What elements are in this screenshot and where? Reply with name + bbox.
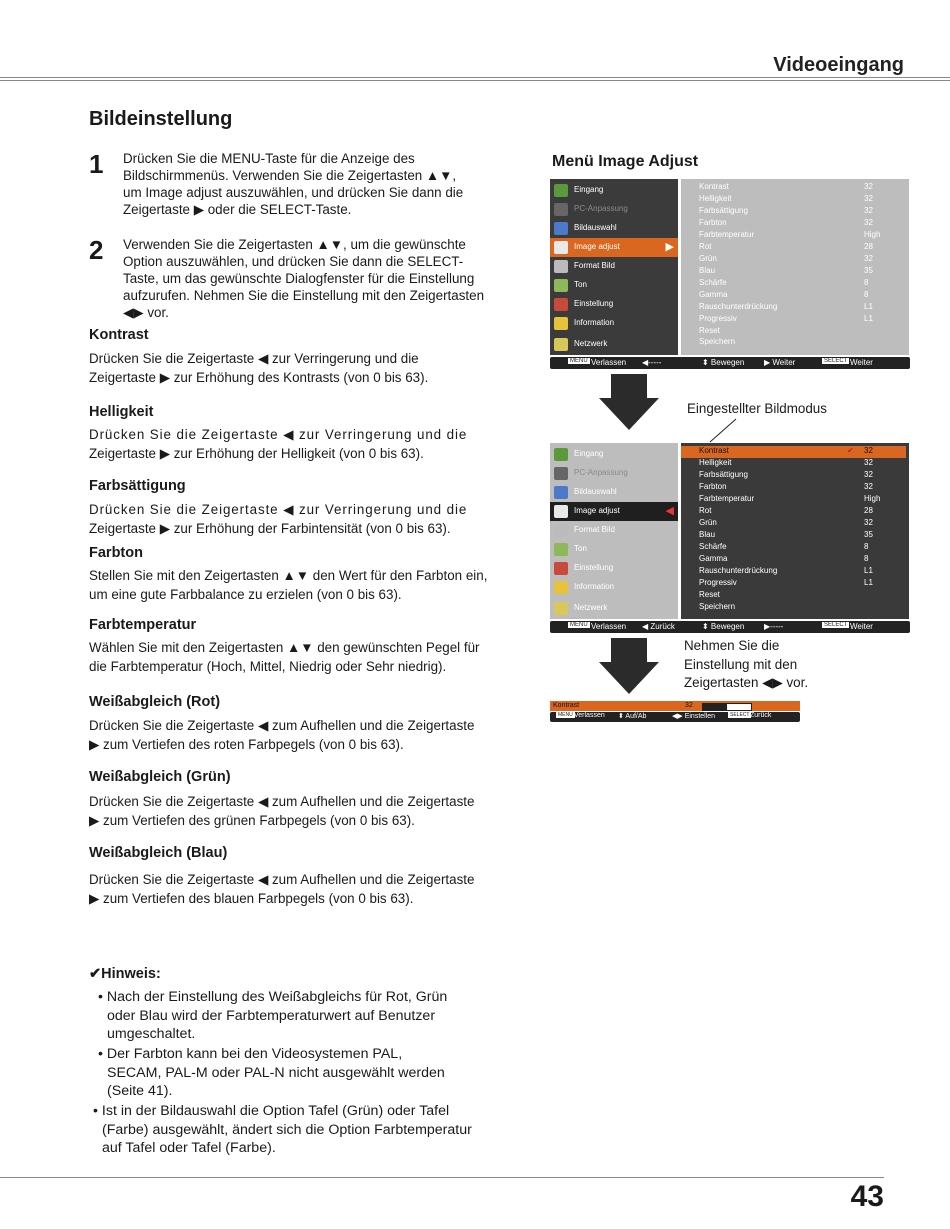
slider-label: Kontrast	[553, 702, 580, 709]
submenu-item[interactable]	[681, 194, 906, 206]
caption-pointer-line	[708, 418, 738, 444]
item-label: Blau	[699, 266, 716, 275]
item-value: 32	[864, 194, 873, 203]
item-label: Farbsättigung	[699, 470, 748, 479]
section-text	[89, 793, 507, 830]
item-label: Helligkeit	[699, 194, 732, 203]
slider-fill	[703, 704, 727, 710]
footer-rule	[0, 1177, 884, 1178]
text-line: ▶ zum Vertiefen des blauen Farbpegels (von 0 bis 63).	[89, 890, 414, 906]
item-label: Rot	[699, 506, 712, 515]
text-line: Drücken Sie die Zeigertaste ◀ zum Aufhellen und die Zeigertaste	[89, 872, 475, 887]
section-heading: Farbtemperatur	[89, 617, 197, 633]
item-value: 32	[864, 218, 873, 227]
text-line: Zeigertaste ▶ zur Erhöhung der Farbintensität (von 0 bis 63).	[89, 520, 451, 536]
menu-item-label: Information	[574, 318, 615, 327]
note-bullet	[98, 988, 518, 1044]
bar-text: ◀▶ Einstellen	[672, 713, 716, 720]
menu-item-label: PC-Anpassung	[574, 204, 628, 213]
item-value: 32	[864, 446, 873, 455]
bar-text: Verlassen	[591, 622, 627, 631]
menu-status-bar	[550, 621, 910, 633]
main-menu-panel	[550, 179, 678, 355]
submenu-item[interactable]	[681, 458, 906, 470]
item-label: Gamma	[699, 290, 728, 299]
menu-item-label: Image adjust	[574, 242, 620, 251]
menu-key-tag: MENU	[558, 712, 573, 718]
input-icon	[554, 448, 568, 461]
monitor-icon	[554, 203, 568, 216]
bar-text: ◀ Zurück	[642, 622, 675, 631]
submenu-item[interactable]	[681, 590, 906, 602]
submenu-panel	[681, 443, 909, 619]
text-line: um eine gute Farbbalance zu erzielen (von 0 bis 63).	[89, 586, 402, 602]
menu-item[interactable]	[550, 502, 678, 521]
text-line: Zeigertaste ▶ zur Erhöhung des Kontrasts (von 0 bis 63).	[89, 369, 429, 385]
menu-item-label: Format Bild	[574, 261, 615, 270]
menu-item[interactable]	[550, 200, 678, 219]
image-adjust-icon	[554, 505, 568, 518]
item-value: L1	[864, 302, 873, 311]
bar-text: ⬍ Bewegen	[702, 622, 745, 631]
text-line: umgeschaltet.	[107, 1026, 196, 1042]
menu-item[interactable]	[550, 483, 678, 502]
submenu-item[interactable]	[681, 578, 906, 590]
menu-key-tag: MENU	[570, 358, 588, 364]
submenu-item[interactable]	[681, 266, 906, 278]
section-heading: Kontrast	[89, 327, 149, 343]
menu-item[interactable]	[550, 578, 678, 597]
menu-item-label: Einstellung	[574, 299, 614, 308]
item-value: 32	[864, 182, 873, 191]
select-key-tag: SELECT	[824, 358, 848, 364]
section-text	[89, 871, 507, 908]
item-value: 8	[864, 542, 869, 551]
section-heading: Weißabgleich (Rot)	[89, 694, 221, 710]
text-line: Wählen Sie mit den Zeigertasten ▲▼ den gewünschten Pegel für	[89, 640, 480, 655]
item-label: Schärfe	[699, 278, 727, 287]
item-label: Schärfe	[699, 542, 727, 551]
text-line: • Nach der Einstellung des Weißabgleichs für Rot, Grün	[98, 989, 448, 1005]
item-label: Rot	[699, 242, 712, 251]
item-value: 32	[864, 518, 873, 527]
item-label: Reset	[699, 590, 720, 599]
bar-text: Weiter	[850, 358, 873, 367]
item-value: 32	[864, 470, 873, 479]
text-line: Drücken Sie die Zeigertaste ◀ zur Verringerung und die	[89, 351, 419, 366]
caption-mode: Eingestellter Bildmodus	[687, 401, 827, 416]
slider-dialog	[550, 701, 800, 711]
item-label: Kontrast	[699, 446, 729, 455]
section-text	[89, 717, 507, 754]
menu-item-label: Bildauswahl	[574, 223, 617, 232]
item-value: 35	[864, 530, 873, 539]
bar-text: ▶-----	[764, 622, 784, 631]
note-title: ✔Hinweis:	[89, 966, 161, 982]
item-value: 28	[864, 242, 873, 251]
header-rule-2	[0, 80, 950, 81]
item-label: Gamma	[699, 554, 728, 563]
text-line: Drücken Sie die MENU-Taste für die Anzeige des	[123, 151, 415, 166]
menu-item-label: Bildauswahl	[574, 487, 617, 496]
caption-adjust	[684, 637, 808, 693]
item-value: L1	[864, 566, 873, 575]
sound-icon	[554, 279, 568, 292]
network-icon	[554, 338, 568, 351]
arrow-right-icon: ▶	[665, 241, 674, 253]
item-value: High	[864, 494, 881, 503]
settings-icon	[554, 298, 568, 311]
network-icon	[554, 602, 568, 615]
submenu-item[interactable]	[681, 218, 906, 230]
section-heading: Farbsättigung	[89, 478, 186, 494]
menu-item[interactable]	[550, 219, 678, 238]
text-line: ▶ zum Vertiefen des grünen Farbpegels (von 0 bis 63).	[89, 812, 415, 828]
submenu-item[interactable]	[681, 182, 906, 194]
menu-item[interactable]	[550, 295, 678, 314]
item-label: Farbton	[699, 482, 727, 491]
picture-icon	[554, 222, 568, 235]
text-line: Nehmen Sie die	[684, 638, 780, 653]
item-value: 32	[864, 458, 873, 467]
text-line: SECAM, PAL-M oder PAL-N nicht ausgewählt werden	[107, 1064, 445, 1081]
menu-item-label: Ton	[574, 544, 587, 553]
settings-icon	[554, 562, 568, 575]
item-value: 28	[864, 506, 873, 515]
text-line: Zeigertaste ▶ oder die SELECT-Taste.	[123, 202, 352, 217]
section-text	[89, 639, 507, 676]
item-label: Rauschunterdrückung	[699, 566, 778, 575]
submenu-item[interactable]	[681, 494, 906, 506]
submenu-item[interactable]	[681, 230, 906, 242]
submenu-item[interactable]	[681, 302, 906, 314]
down-arrow-icon	[597, 638, 661, 696]
submenu-item[interactable]	[681, 554, 906, 566]
down-arrow-icon	[597, 374, 661, 432]
item-value: 32	[864, 206, 873, 215]
section-text	[89, 350, 507, 387]
item-label: Helligkeit	[699, 458, 732, 467]
menu-item-label: Information	[574, 582, 615, 591]
step-number: 2	[89, 235, 104, 265]
item-label: Farbsättigung	[699, 206, 748, 215]
text-line: • Der Farbton kann bei den Videosystemen PAL,	[98, 1046, 403, 1062]
menu-item-label: PC-Anpassung	[574, 468, 628, 477]
slider-track[interactable]	[702, 703, 752, 711]
screen-icon	[554, 524, 568, 537]
submenu-item[interactable]	[681, 506, 906, 518]
menu-item[interactable]	[550, 559, 678, 578]
text-line: Einstellung mit den	[684, 656, 798, 672]
item-value: 32	[864, 482, 873, 491]
note-bullet	[93, 1102, 523, 1158]
item-label: Speichern	[699, 602, 736, 611]
text-line: Zeigertaste ▶ zur Erhöhung der Helligkeit (von 0 bis 63).	[89, 445, 424, 461]
item-value: 8	[864, 278, 869, 287]
submenu-item[interactable]	[681, 602, 906, 614]
menu-key-tag: MENU	[570, 622, 588, 628]
section-heading: Weißabgleich (Blau)	[89, 845, 228, 861]
section-heading: Weißabgleich (Grün)	[89, 769, 231, 785]
submenu-panel	[681, 179, 909, 355]
submenu-item[interactable]	[681, 542, 906, 554]
sound-icon	[554, 543, 568, 556]
item-label: Grün	[699, 254, 717, 263]
menu-item[interactable]	[550, 181, 678, 200]
submenu-item[interactable]	[681, 278, 906, 290]
bar-text: ⬍ Bewegen	[702, 358, 745, 367]
section-text	[89, 501, 507, 538]
submenu-item[interactable]	[681, 290, 906, 302]
slider-status-bar	[550, 712, 800, 722]
menu-item[interactable]	[550, 445, 678, 464]
item-value: 8	[864, 554, 869, 563]
slider-value: 32	[685, 702, 693, 709]
item-label: Farbtemperatur	[699, 494, 755, 503]
text-line: um Image adjust auszuwählen, und drücken Sie dann die	[123, 185, 464, 200]
submenu-item[interactable]	[681, 206, 906, 218]
info-icon	[554, 317, 568, 330]
text-line: Bildschirmmenüs. Verwenden Sie die Zeigertasten ▲▼,	[123, 168, 457, 183]
step-number: 1	[89, 149, 104, 179]
text-line: Drücken Sie die Zeigertaste ◀ zum Aufhellen und die Zeigertaste	[89, 794, 475, 809]
info-icon	[554, 581, 568, 594]
text-line: • Ist in der Bildauswahl die Option Tafel (Grün) oder Tafel	[93, 1103, 450, 1119]
menu-item[interactable]	[550, 257, 678, 276]
select-key-tag: SELECT	[730, 712, 750, 718]
image-adjust-icon	[554, 241, 568, 254]
submenu-item[interactable]	[681, 470, 906, 482]
text-line: Drücken Sie die Zeigertaste ◀ zum Aufhellen und die Zeigertaste	[89, 718, 475, 733]
header-rule	[0, 77, 950, 78]
item-value: 32	[864, 254, 873, 263]
item-label: Grün	[699, 518, 717, 527]
menu-item-label: Eingang	[574, 185, 604, 194]
submenu-item[interactable]	[681, 518, 906, 530]
section-title: Videoeingang	[773, 54, 904, 76]
submenu-item[interactable]	[681, 314, 906, 326]
bar-text: ◀-----	[642, 358, 662, 367]
note-bullet	[98, 1045, 518, 1101]
main-menu-panel	[550, 443, 678, 619]
text-line: Drücken Sie die Zeigertaste ◀ zur Verringerung und die	[89, 502, 468, 517]
screen-icon	[554, 260, 568, 273]
section-text	[89, 567, 507, 604]
submenu-item[interactable]	[681, 337, 906, 349]
text-line: Option auszuwählen, und drücken Sie dann die SELECT-	[123, 254, 464, 269]
checkmark-icon: ✔	[847, 446, 854, 455]
section-heading: Helligkeit	[89, 404, 154, 420]
menu-item[interactable]	[550, 276, 678, 295]
bar-text: Verlassen	[591, 358, 627, 367]
item-value: 8	[864, 290, 869, 299]
text-line: Stellen Sie mit den Zeigertasten ▲▼ den Wert für den Farbton ein,	[89, 568, 488, 583]
menu-item-label: Netzwerk	[574, 339, 608, 348]
text-line: oder Blau wird der Farbtemperaturwert auf Benutzer	[107, 1007, 436, 1024]
item-label: Progressiv	[699, 314, 737, 323]
bar-text: Zurück	[750, 712, 772, 719]
submenu-item[interactable]	[681, 242, 906, 254]
menu-item[interactable]	[550, 540, 678, 559]
menu-item[interactable]	[550, 599, 678, 618]
text-line: ◀▶ vor.	[123, 305, 169, 320]
page-title: Bildeinstellung	[89, 108, 233, 130]
submenu-item[interactable]	[681, 530, 906, 542]
item-label: Progressiv	[699, 578, 737, 587]
submenu-item[interactable]	[681, 566, 906, 578]
menu-item-label: Eingang	[574, 449, 604, 458]
input-icon	[554, 184, 568, 197]
monitor-icon	[554, 467, 568, 480]
text-line: Drücken Sie die Zeigertaste ◀ zur Verringerung und die	[89, 427, 468, 442]
menu-item[interactable]	[550, 314, 678, 333]
item-label: Blau	[699, 530, 716, 539]
menu-item-label: Format Bild	[574, 525, 615, 534]
submenu-item[interactable]	[681, 254, 906, 266]
menu-item-label: Image adjust	[574, 506, 620, 515]
text-line: Zeigertasten ◀▶ vor.	[684, 675, 809, 690]
menu-item[interactable]	[550, 464, 678, 483]
text-line: (Farbe) ausgewählt, ändert sich die Option Farbtemperatur	[102, 1121, 472, 1138]
text-line: aufzurufen. Nehmen Sie die Einstellung mit den Zeigertasten	[123, 288, 485, 303]
text-line: die Farbtemperatur (Hoch, Mittel, Niedrig oder Sehr niedrig).	[89, 658, 447, 674]
text-line: Taste, um das gewünschte Dialogfenster für die Einstellung	[123, 271, 475, 286]
bar-text: ▶ Weiter	[764, 358, 796, 367]
page-number: 43	[850, 1180, 884, 1213]
text-line: ▶ zum Vertiefen des roten Farbpegels (von 0 bis 63).	[89, 736, 404, 752]
picture-icon	[554, 486, 568, 499]
step-text	[123, 150, 508, 218]
menu-heading: Menü Image Adjust	[552, 153, 699, 170]
menu-item[interactable]	[550, 238, 678, 257]
section-heading: Farbton	[89, 545, 143, 561]
select-key-tag: SELECT	[824, 622, 848, 628]
section-text	[89, 426, 507, 463]
item-label: Rauschunterdrückung	[699, 302, 778, 311]
item-value: L1	[864, 578, 873, 587]
bar-text: ⬍ Auf/Ab	[618, 713, 647, 720]
menu-item-label: Einstellung	[574, 563, 614, 572]
bar-text: Verlassen	[574, 712, 605, 719]
item-value: 35	[864, 266, 873, 275]
menu-item-label: Ton	[574, 280, 587, 289]
item-label: Farbton	[699, 218, 727, 227]
menu-item[interactable]	[550, 335, 678, 354]
item-value: L1	[864, 314, 873, 323]
text-line: auf Tafel oder Tafel (Farbe).	[102, 1140, 276, 1156]
step-text	[123, 236, 508, 321]
item-label: Speichern	[699, 337, 736, 346]
submenu-item[interactable]	[681, 482, 906, 494]
text-line: (Seite 41).	[107, 1083, 173, 1099]
submenu-item-selected[interactable]	[681, 446, 906, 458]
menu-status-bar	[550, 357, 910, 369]
item-value: High	[864, 230, 881, 239]
menu-item-label: Netzwerk	[574, 603, 608, 612]
item-label: Reset	[699, 326, 720, 335]
item-label: Kontrast	[699, 182, 729, 191]
menu-item[interactable]	[550, 521, 678, 540]
arrow-left-icon: ◀	[665, 505, 674, 517]
item-label: Farbtemperatur	[699, 230, 755, 239]
bar-text: Weiter	[850, 622, 873, 631]
text-line: Verwenden Sie die Zeigertasten ▲▼, um die gewünschte	[123, 237, 466, 252]
